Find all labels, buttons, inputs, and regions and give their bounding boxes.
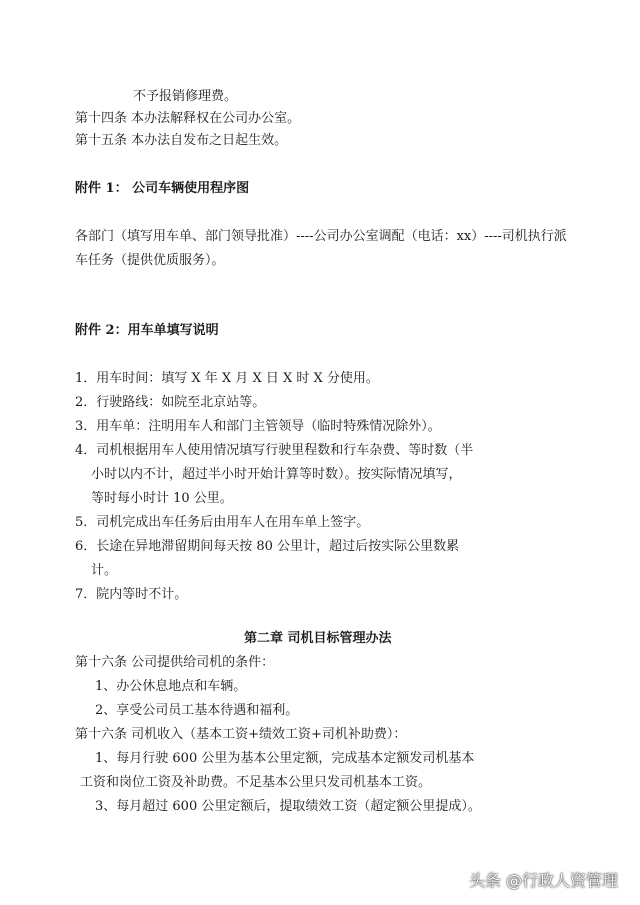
list-item: 2、享受公司员工基本待遇和福利。 xyxy=(95,703,299,718)
attachment-2-title: 附件 2：用车单填写说明 xyxy=(75,323,219,338)
list-item: 4．司机根据用车人使用情况填写行驶里程数和行车杂费、等时数（半 xyxy=(75,443,474,458)
list-item: 6．长途在异地滞留期间每天按 80 公里计，超过后按实际公里数累 xyxy=(75,539,460,554)
list-item-continuation: 小时以内不计，超过半小时开始计算等时数）。按实际情况填写， xyxy=(91,467,462,482)
article-16: 第十六条 公司提供给司机的条件： xyxy=(75,655,275,670)
article-14: 第十四条 本办法解释权在公司办公室。 xyxy=(75,111,301,126)
attachment-1-body: 车任务（提供优质服务）。 xyxy=(75,253,225,268)
list-item: 7．院内等时不计。 xyxy=(75,587,188,602)
article-15: 第十五条 本办法自发布之日起生效。 xyxy=(75,133,288,148)
list-item: 1、办公休息地点和车辆。 xyxy=(95,679,247,694)
list-item-continuation: 等时每小时计 10 公里。 xyxy=(91,491,233,506)
list-item-continuation: 计。 xyxy=(91,563,118,578)
chapter-2-title: 第二章 司机目标管理办法 xyxy=(244,631,392,646)
list-item: 3．用车单：注明用车人和部门主管领导（临时特殊情况除外）。 xyxy=(75,419,441,434)
watermark: 头条 @行政人资管理 xyxy=(468,871,618,890)
text-line: 不予报销修理费。 xyxy=(133,89,238,104)
list-item-continuation: 工资和岗位工资及补助费。不足基本公里只发司机基本工资。 xyxy=(80,775,432,790)
list-item: 3、每月超过 600 公里定额后，提取绩效工资（超定额公里提成）。 xyxy=(95,799,481,814)
attachment-1-title: 附件 1： 公司车辆使用程序图 xyxy=(75,181,250,196)
attachment-1-body: 各部门（填写用车单、部门领导批准）----公司办公室调配（电话：xx）----司机执行派 xyxy=(75,229,567,244)
list-item: 2．行驶路线：如院至北京站等。 xyxy=(75,395,266,410)
list-item: 5．司机完成出车任务后由用车人在用车单上签字。 xyxy=(75,515,370,530)
list-item: 1、每月行驶 600 公里为基本公里定额，完成基本定额发司机基本 xyxy=(95,751,475,766)
article-16-income: 第十六条 司机收入（基本工资+绩效工资+司机补助费）： xyxy=(75,727,407,742)
list-item: 1．用车时间：填写 X 年 X 月 X 日 X 时 X 分使用。 xyxy=(75,371,379,386)
